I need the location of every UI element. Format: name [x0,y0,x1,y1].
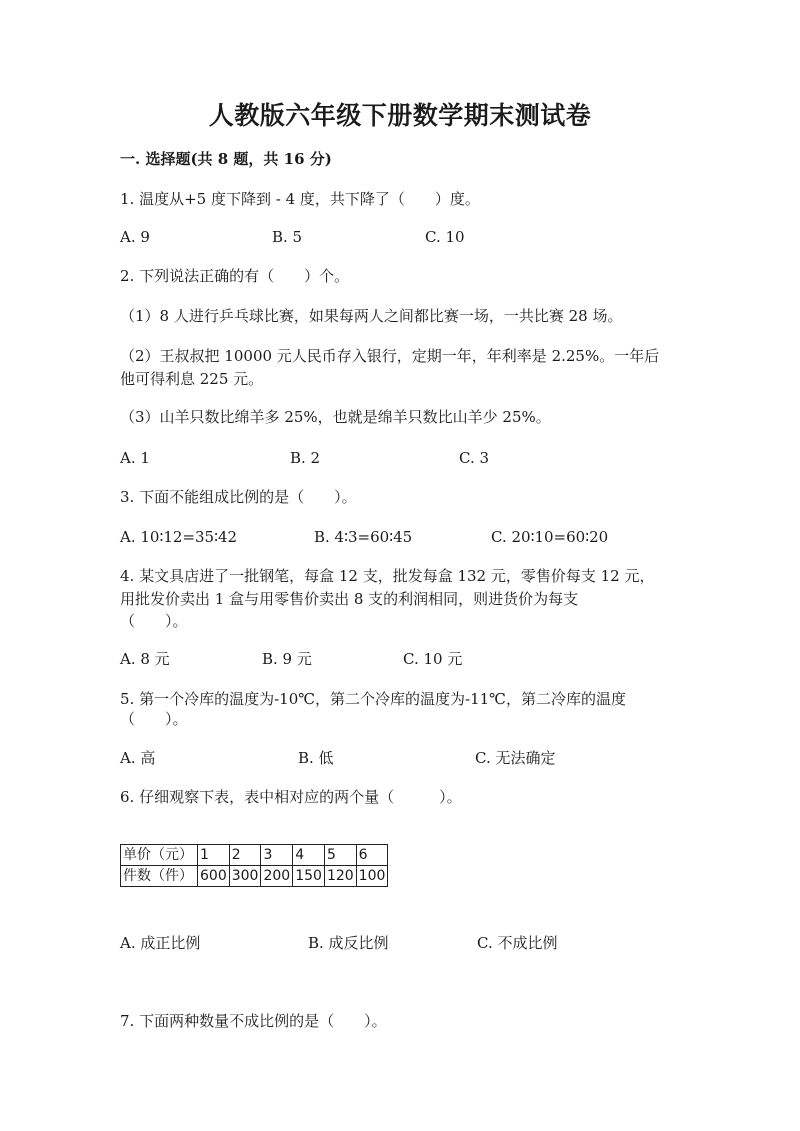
table-cell: 4 [293,845,325,866]
question-4-line-1: 4. 某文具店进了一批钢笔，每盒 12 支，批发每盒 132 元，零售价每支 12 元， [120,567,655,585]
question-3-stem: 3. 下面不能组成比例的是（ ）。 [120,488,357,506]
table-row [121,866,388,887]
question-4-line-3: （ ）。 [120,612,188,630]
question-4-option-b: B. 9 元 [262,650,312,668]
question-3-option-c: C. 20∶10=60∶20 [491,528,609,546]
table-cell: 6 [356,845,388,866]
question-6-option-a: A. 成正比例 [120,934,201,952]
question-2-statement-2-line-2: 他可得利息 225 元。 [120,370,264,388]
question-2-statement-1: （1）8 人进行乒乓球比赛，如果每两人之间都比赛一场，一共比赛 28 场。 [120,307,623,325]
question-3-option-a: A. 10∶12=35∶42 [120,528,238,546]
question-1-option-a: A. 9 [120,228,150,246]
table-cell: 件数（件） [121,866,198,887]
question-4-line-2: 用批发价卖出 1 盒与用零售价卖出 8 支的利润相同，则进货价为每支 [120,590,579,608]
page-title: 人教版六年级下册数学期末测试卷 [208,101,592,130]
question-5-line-1: 5. 第一个冷库的温度为-10℃，第二个冷库的温度为-11℃，第二冷库的温度 [120,690,626,708]
question-1-option-c: C. 10 [425,228,465,246]
question-6-stem: 6. 仔细观察下表，表中相对应的两个量（ ）。 [120,788,462,806]
question-1-option-b: B. 5 [272,228,303,246]
question-1-stem: 1. 温度从+5 度下降到 - 4 度，共下降了（ ）度。 [120,190,480,208]
table-cell: 1 [198,845,230,866]
price-quantity-table [120,844,388,887]
table-row [121,845,388,866]
question-2-statement-2-line-1: （2）王叔叔把 10000 元人民币存入银行，定期一年，年利率是 2.25%。一年后 [120,347,660,365]
question-2-stem: 2. 下列说法正确的有（ ）个。 [120,267,350,285]
question-2-statement-3: （3）山羊只数比绵羊多 25%，也就是绵羊只数比山羊少 25%。 [120,408,551,426]
table-cell: 200 [261,866,293,887]
question-6-option-c: C. 不成比例 [477,934,558,952]
section-heading: 一. 选择题(共 8 题，共 16 分) [120,150,332,168]
question-5-option-a: A. 高 [120,749,156,767]
table-cell: 3 [261,845,293,866]
question-5-line-2: （ ）。 [120,710,188,728]
question-2-option-c: C. 3 [459,449,490,467]
table-cell: 300 [229,866,261,887]
table-cell: 2 [229,845,261,866]
question-5-option-b: B. 低 [298,749,334,767]
table-cell: 单价（元） [121,845,198,866]
table-cell: 120 [324,866,356,887]
table-cell: 5 [324,845,356,866]
question-5-option-c: C. 无法确定 [475,749,556,767]
table-cell: 100 [356,866,388,887]
question-2-option-a: A. 1 [120,449,150,467]
question-7-stem: 7. 下面两种数量不成比例的是（ ）。 [120,1012,387,1030]
question-4-option-a: A. 8 元 [120,650,170,668]
question-2-option-b: B. 2 [290,449,321,467]
question-6-option-b: B. 成反比例 [308,934,389,952]
question-4-option-c: C. 10 元 [403,650,463,668]
question-3-option-b: B. 4∶3=60∶45 [314,528,413,546]
table-cell: 150 [293,866,325,887]
table-cell: 600 [198,866,230,887]
